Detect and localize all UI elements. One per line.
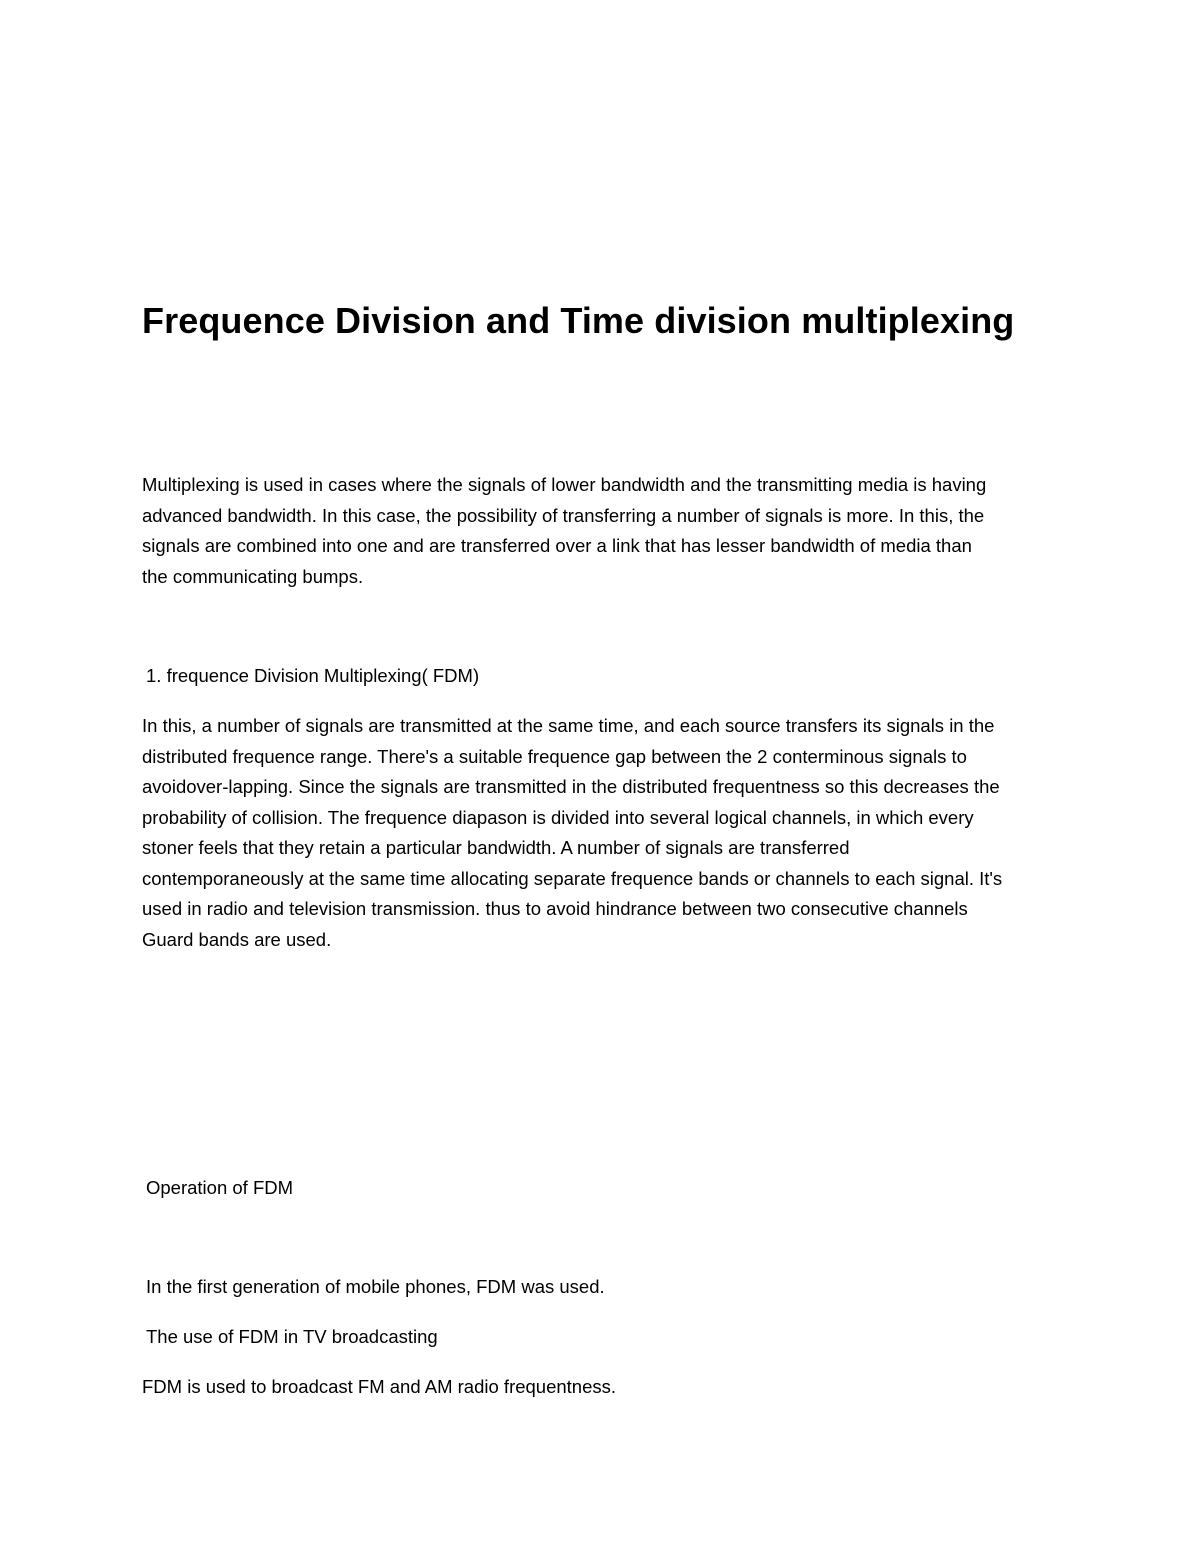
fdm-paragraph <box>142 711 1067 955</box>
fdm-line: distributed frequence range. There's a suitable frequence gap between the 2 conterminous signals to <box>142 745 967 767</box>
fdm-line: contemporaneously at the same time allocating separate frequence bands or channels to each signal. It's <box>142 867 1003 889</box>
intro-line: advanced bandwidth. In this case, the possibility of transferring a number of signals is more. In this, the <box>142 504 985 526</box>
intro-line: signals are combined into one and are transferred over a link that has lesser bandwidth of media than <box>142 535 972 556</box>
intro-line: the communicating bumps. <box>142 565 364 587</box>
use-item: The use of FDM in TV broadcasting <box>146 1326 438 1347</box>
fdm-line: avoidover-lapping. Since the signals are transmitted in the distributed frequentness so this decreases the <box>142 776 1000 797</box>
fdm-line: Guard bands are used. <box>142 928 332 950</box>
operation-heading: Operation of FDM <box>146 1177 294 1198</box>
intro-line: Multiplexing is used in cases where the signals of lower bandwidth and the transmitting media is having <box>142 474 987 495</box>
use-item: In the first generation of mobile phones, FDM was used. <box>146 1276 605 1297</box>
fdm-section-heading: 1. frequence Division Multiplexing( FDM) <box>146 665 480 686</box>
intro-paragraph <box>142 470 1067 592</box>
fdm-line: In this, a number of signals are transmitted at the same time, and each source transfers its signals in the <box>142 715 995 736</box>
fdm-line: probability of collision. The frequence diapason is divided into several logical channels, in which every <box>142 806 974 828</box>
fdm-line: stoner feels that they retain a particular bandwidth. A number of signals are transferred <box>142 837 850 858</box>
fdm-line: used in radio and television transmission. thus to avoid hindrance between two consecutive channels <box>142 898 968 919</box>
document-title: Frequence Division and Time division multiplexing <box>142 300 1015 341</box>
use-item: FDM is used to broadcast FM and AM radio frequentness. <box>142 1376 617 1397</box>
